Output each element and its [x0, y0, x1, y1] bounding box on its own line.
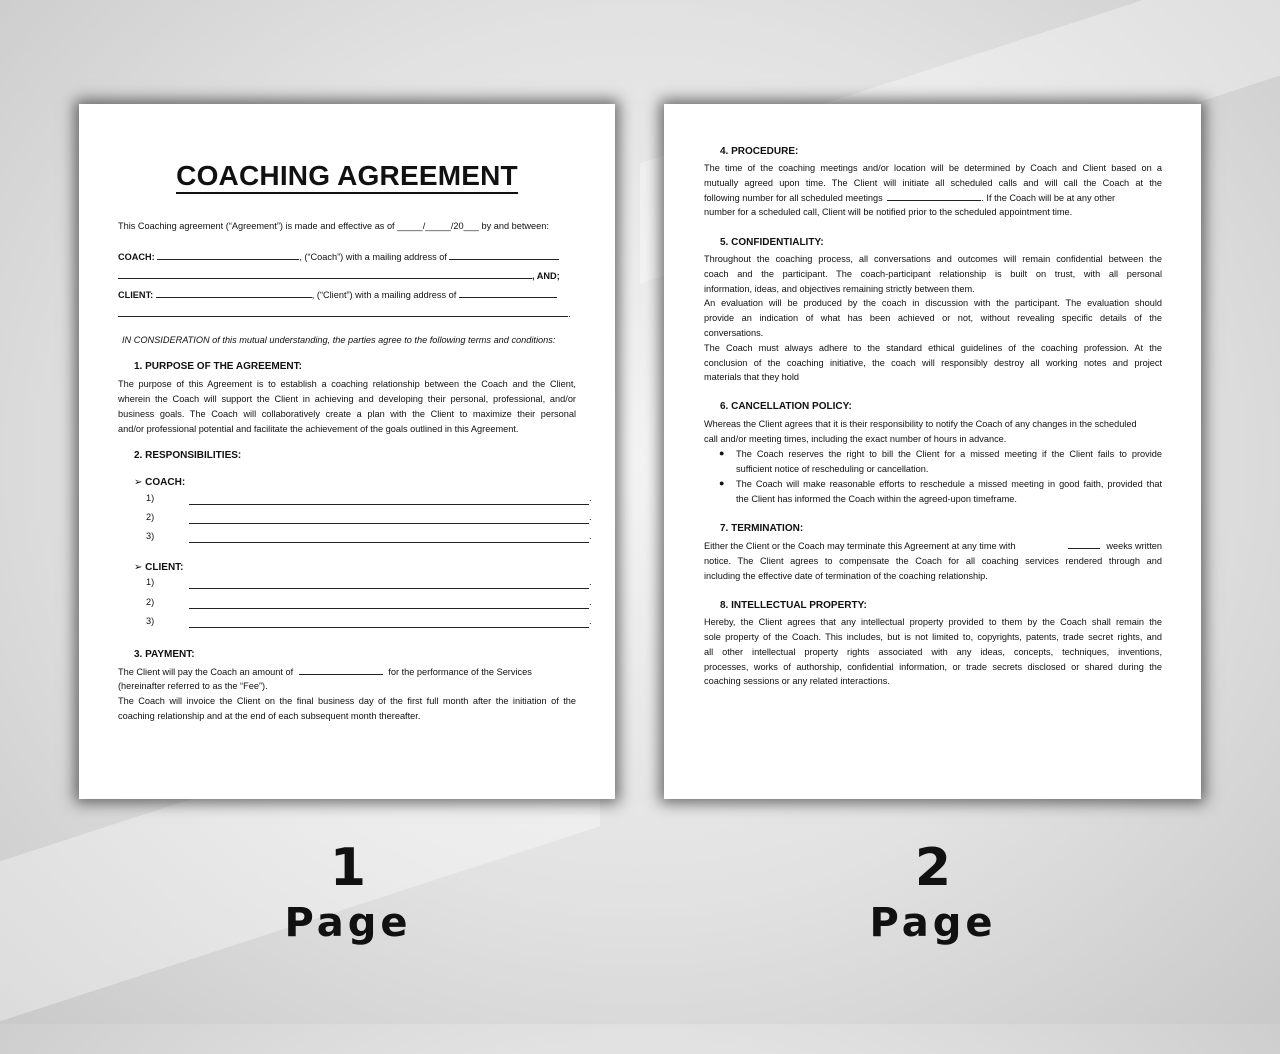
paragraph-line: and/or professional potential and facilitate the achievement of the goals outlined in this Agreement. — [118, 424, 519, 434]
client-responsibility-row: 2) . — [146, 597, 592, 607]
document-title: COACHING AGREEMENT — [79, 160, 615, 192]
bullet-line: sufficient notice of rescheduling or cancellation. — [736, 464, 929, 474]
section-1-heading: 1. PURPOSE OF THE AGREEMENT: — [134, 361, 302, 372]
termination-notice-line: Either the Client or the Coach may terminate this Agreement at any time with weeks written — [704, 541, 1162, 551]
fill-in-line — [189, 608, 589, 609]
paragraph-line: coaching sessions or any related interactions. — [704, 676, 890, 686]
paragraph-line: conversations. — [704, 328, 764, 338]
fill-in-line — [189, 542, 589, 543]
paragraph-line: business goals. The Coach will collaboratively create a plan with the Client to maximize their personal — [118, 409, 576, 419]
paragraph-line: call and/or meeting times, including the exact number of hours in advance. — [704, 434, 1007, 444]
paragraph-line: materials that they hold — [704, 372, 799, 382]
procedure-number-line: following number for all scheduled meetings . If the Coach will be at any other — [704, 193, 1116, 203]
paragraph-line: Whereas the Client agrees that it is their responsibility to notify the Coach of any changes in the scheduled — [704, 419, 1137, 429]
fill-in-line — [189, 627, 589, 628]
section-6-heading: 6. CANCELLATION POLICY: — [720, 401, 852, 412]
coach-address-blank-2 — [118, 269, 532, 279]
coach-responsibility-row: 2) . — [146, 512, 592, 522]
payment-amount-line: The Client will pay the Coach an amount of for the performance of the Services — [118, 667, 532, 677]
section-5-heading: 5. CONFIDENTIALITY: — [720, 237, 824, 248]
section-2-heading: 2. RESPONSIBILITIES: — [134, 450, 242, 461]
coach-responsibility-row: 1) . — [146, 493, 592, 503]
client-responsibilities-label: ➢ CLIENT: — [134, 562, 184, 573]
coach-responsibilities-label: ➢ COACH: — [134, 477, 186, 488]
bullet-dot-icon: ● — [719, 448, 725, 458]
coach-address-line-2 — [118, 269, 576, 284]
coach-party-line — [118, 250, 576, 265]
section-8-heading: 8. INTELLECTUAL PROPERTY: — [720, 600, 867, 611]
coach-address-label: , (“Coach”) with a mailing address of — [299, 252, 447, 262]
page-1-number: 1 — [329, 838, 367, 898]
arrow-bullet-icon: ➢ — [134, 477, 143, 488]
paragraph-line: provide an indication of what has been achieved or not, without revealing specific details of the — [704, 313, 1162, 323]
coach-label: COACH: — [118, 252, 155, 262]
paragraph-line: (hereinafter referred to as the “Fee”). — [118, 681, 268, 691]
bullet-line: The Coach reserves the right to bill the Client for a missed meeting if the Client fails to provide — [736, 449, 1162, 459]
paragraph-line: coach and the participant. The coach-participant relationship is built on trust, with all personal — [704, 269, 1162, 279]
arrow-bullet-icon: ➢ — [134, 562, 143, 573]
fill-in-line — [189, 504, 589, 505]
paragraph-line: including the effective date of termination of the coaching relationship. — [704, 571, 988, 581]
paragraph-line: The time of the coaching meetings and/or location will be determined by Coach and Client based on a — [704, 163, 1162, 173]
coach-name-blank — [157, 250, 299, 260]
coach-address-blank — [449, 250, 559, 260]
paragraph-line: The purpose of this Agreement is to establish a coaching relationship between the Coach and the Client, — [118, 379, 576, 389]
and-label: , AND; — [532, 271, 560, 281]
client-responsibility-row: 1) . — [146, 577, 592, 587]
paragraph-line: conclusion of the coaching initiative, the coach will responsibly destroy all working notes and project — [704, 358, 1162, 368]
consideration-line: IN CONSIDERATION of this mutual understanding, the parties agree to the following terms and conditions: — [122, 335, 556, 345]
fill-in-line — [189, 523, 589, 524]
paragraph-line: information, ideas, and objectives remaining strictly between them. — [704, 284, 975, 294]
paragraph-line: The Coach will invoice the Client on the final business day of the first full month after the initiation of the — [118, 696, 576, 706]
client-address-line-2: . — [118, 307, 576, 322]
intro-line: This Coaching agreement (“Agreement”) is made and effective as of _____/_____/20___ by and between: — [118, 221, 549, 231]
client-name-blank — [156, 288, 312, 298]
paragraph-line: all other intellectual property rights associated with any ideas, concepts, techniques, inventions, — [704, 647, 1162, 657]
section-7-heading: 7. TERMINATION: — [720, 523, 804, 534]
paragraph-line: number for a scheduled call, Client will be notified prior to the scheduled appointment time. — [704, 207, 1073, 217]
document-page-1 — [79, 104, 615, 799]
paragraph-line: wherein the Coach will support the Client in achieving and developing their personal, professional, and/or — [118, 394, 576, 404]
fill-in-line — [189, 588, 589, 589]
section-3-heading: 3. PAYMENT: — [134, 649, 195, 660]
bullet-line: the Client has informed the Coach within the agreed-upon timeframe. — [736, 494, 1017, 504]
page-1-word: Page — [284, 900, 412, 946]
document-page-2 — [664, 104, 1201, 799]
client-responsibility-row: 3) . — [146, 616, 592, 626]
paragraph-line: coaching relationship and at the end of each subsequent month thereafter. — [118, 711, 421, 721]
bullet-line: The Coach will make reasonable efforts to reschedule a missed meeting in good faith, provided that — [736, 479, 1162, 489]
weeks-blank — [1068, 539, 1100, 549]
client-party-line — [118, 288, 576, 303]
coach-responsibility-row: 3) . — [146, 531, 592, 541]
paragraph-line: processes, works of authorship, confidential information, or trade secrets disclosed or shared during the — [704, 662, 1162, 672]
paragraph-line: Hereby, the Client agrees that any intellectual property provided to them by the Coach shall remain the — [704, 617, 1162, 627]
page-2-word: Page — [869, 900, 997, 946]
page-2-number: 2 — [914, 838, 952, 898]
bullet-dot-icon: ● — [719, 478, 725, 488]
paragraph-line: The Coach must always adhere to the standard ethical guidelines of the coaching profession. At the — [704, 343, 1162, 353]
payment-amount-blank — [299, 665, 383, 675]
paragraph-line: Throughout the coaching process, all conversations and outcomes will remain confidential between the — [704, 254, 1162, 264]
client-label: CLIENT: — [118, 290, 154, 300]
section-4-heading: 4. PROCEDURE: — [720, 146, 799, 157]
phone-number-blank — [887, 191, 981, 201]
paragraph-line: sole property of the Coach. This includes, but is not limited to, copyrights, patents, trade secret rights, and — [704, 632, 1162, 642]
client-address-label: , (“Client”) with a mailing address of — [311, 290, 457, 300]
paragraph-line: mutually agreed upon time. The Client will initiate all scheduled calls and will call the Coach at the — [704, 178, 1162, 188]
client-address-blank — [459, 288, 557, 298]
paragraph-line: An evaluation will be produced by the coach in discussion with the participant. The evaluation should — [704, 298, 1162, 308]
paragraph-line: notice. The Client agrees to compensate the Coach for all coaching services rendered through and — [704, 556, 1162, 566]
client-address-blank-2 — [118, 307, 568, 317]
